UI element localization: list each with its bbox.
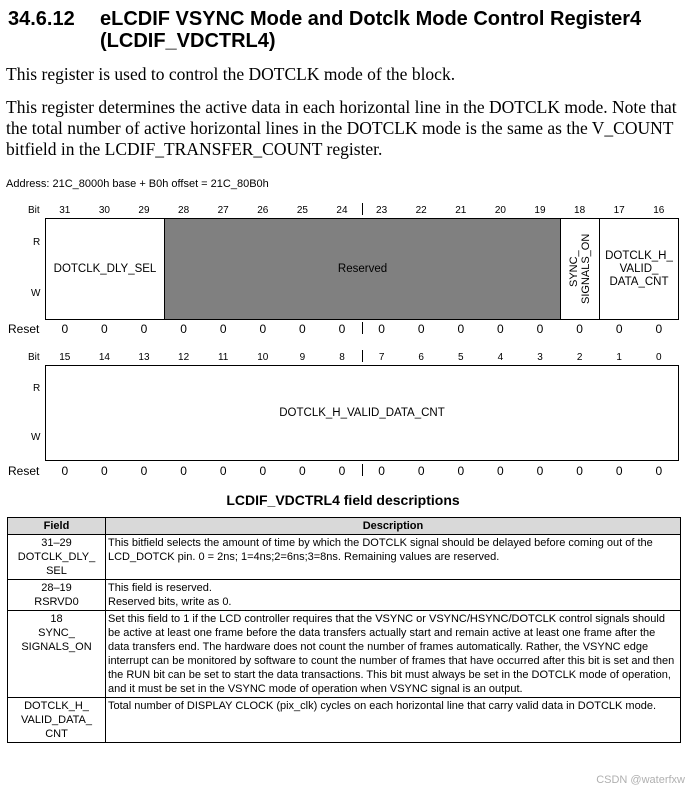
write-label: W [31, 288, 41, 299]
reset-value: 0 [180, 322, 187, 336]
bit-number: 8 [339, 352, 345, 363]
bit-number: 1 [616, 352, 622, 363]
bit-number: 13 [138, 352, 150, 363]
register-address: Address: 21C_8000h base + B0h offset = 21C_80B0h [6, 178, 269, 190]
description-cell: Total number of DISPLAY CLOCK (pix_clk) cycles on each horizontal line that carry valid data in DOTCLK mode. [106, 698, 681, 743]
table-title: LCDIF_VDCTRL4 field descriptions [226, 492, 460, 508]
reset-value: 0 [497, 464, 504, 478]
bit-number: 16 [653, 205, 665, 216]
field-cell [8, 580, 106, 611]
reset-value: 0 [101, 464, 108, 478]
field-reserved: Reserved [164, 218, 561, 320]
table-row [8, 535, 681, 580]
reset-value: 0 [338, 464, 346, 478]
byte-divider [362, 350, 363, 362]
reset-value: 0 [576, 464, 583, 478]
reset-value: 0 [576, 322, 583, 336]
bit-number: 18 [574, 205, 586, 216]
reset-value: 0 [497, 322, 504, 336]
reset-value: 0 [338, 322, 346, 336]
bit-number: 3 [537, 352, 543, 363]
description-paragraph: This register determines the active data in each horizontal line in the DOTCLK mode. Note that the total number of active horizontal lines in the DOTCLK mode is the same as the V_COUNT bitfield in the LCDIF_TRANSFER_COUNT register. [6, 97, 677, 159]
reset-value: 0 [61, 464, 69, 478]
reset-value: 0 [417, 322, 425, 336]
read-label: R [33, 237, 41, 248]
reset-value: 0 [219, 322, 227, 336]
bit-number: 4 [497, 352, 504, 363]
bit-number: 24 [336, 205, 348, 216]
bit-number: 26 [257, 205, 269, 216]
bit-number: 22 [415, 205, 427, 216]
field-sync-signals-on [560, 218, 600, 320]
reset-value: 0 [655, 322, 663, 336]
bit-number: 14 [98, 352, 110, 363]
reset-value: 0 [417, 464, 425, 478]
byte-divider [362, 322, 363, 334]
watermark: CSDN @waterfxw [596, 774, 685, 786]
reset-value: 0 [378, 322, 385, 336]
reset-value: 0 [536, 464, 544, 478]
bit-number: 17 [613, 205, 625, 216]
bit-number: 23 [376, 205, 388, 216]
section-number: 34.6.12 [8, 8, 75, 30]
byte-divider [362, 203, 363, 215]
reset-value: 0 [140, 464, 148, 478]
field-bits: 28–19 [41, 582, 72, 594]
reset-value: 0 [615, 464, 623, 478]
header-field: Field [8, 518, 106, 535]
field-dotclk-dly-sel: DOTCLK_DLY_SEL [45, 218, 165, 320]
description-cell: Set this field to 1 if the LCD controller requires that the VSYNC or VSYNC/HSYNC/DOTCLK control signals should be active at least one frame before the data transfers actually start and remain active at least one frame after the data transfers end. The hardware does not count the number of frames automatically. Rather, the VSYNC edge interrupt can be monitored by software to count the number of frames that have occurred after this bit is set and then the RUN bit can be set to start the data transactions. This bit must always be set in the DOTCLK mode of operation, and it must be set in the VSYNC mode of operation when VSYNC signal is an output. [106, 611, 681, 698]
bit-number: 7 [378, 352, 385, 363]
bit-number: 10 [257, 352, 269, 363]
section-heading [8, 8, 641, 52]
bit-number: 21 [455, 205, 467, 216]
reset-label: Reset [8, 322, 40, 336]
section-title: eLCDIF VSYNC Mode and Dotclk Mode Control Register4 [100, 8, 642, 30]
bit-number: 28 [178, 205, 190, 216]
description-line: This field is reserved. [108, 582, 212, 594]
bit-number: 11 [217, 352, 229, 363]
bit-label: Bit [28, 205, 40, 216]
bit-number: 0 [656, 352, 662, 363]
reset-value: 0 [457, 464, 465, 478]
field-dotclk-h-valid-lower: DOTCLK_H_VALID_DATA_CNT [45, 365, 679, 461]
field-dotclk-h-valid-upper: DOTCLK_H_ VALID_ DATA_CNT [599, 218, 679, 320]
bit-number: 31 [59, 205, 71, 216]
field-cell [8, 611, 106, 698]
read-label: R [33, 383, 41, 394]
reset-value: 0 [299, 322, 306, 336]
reset-value: 0 [536, 322, 544, 336]
bit-number: 6 [418, 352, 424, 363]
field-descriptions-table [7, 517, 681, 743]
field-name: DOTCLK_H_ VALID_DATA_ CNT [21, 700, 92, 740]
table-row [8, 611, 681, 698]
field-name: RSRVD0 [34, 596, 79, 608]
reset-label: Reset [8, 464, 40, 478]
reset-value: 0 [299, 464, 306, 478]
reset-value: 0 [101, 322, 108, 336]
reset-value: 0 [615, 322, 623, 336]
field-sync-signals-on-label: SYNC_ SIGNALS_ON [568, 233, 592, 305]
description-cell: This bitfield selects the amount of time by which the DOTCLK signal should be delayed before coming out of the LCD_DOTCK pin. 0 = 2ns; 1=4ns;2=6ns;3=8ns. Remaining values are reserved. [106, 535, 681, 580]
description-line: Reserved bits, write as 0. [108, 596, 232, 608]
reset-value: 0 [219, 464, 227, 478]
reset-value: 0 [457, 322, 465, 336]
bit-number: 30 [98, 205, 110, 216]
field-cell [8, 535, 106, 580]
reset-value: 0 [259, 464, 267, 478]
byte-divider [362, 464, 363, 476]
bit-number: 25 [296, 205, 308, 216]
field-cell [8, 698, 106, 743]
bit-number: 9 [299, 352, 306, 363]
table-row [8, 580, 681, 611]
reset-value: 0 [378, 464, 385, 478]
bit-number: 15 [59, 352, 71, 363]
write-label: W [31, 432, 41, 443]
field-bits: 18 [50, 613, 63, 625]
description-cell [106, 580, 681, 611]
field-name: DOTCLK_DLY_ SEL [17, 551, 96, 577]
bit-number: 19 [534, 205, 546, 216]
bit-number: 27 [217, 205, 229, 216]
reset-value: 0 [140, 322, 148, 336]
reset-value: 0 [655, 464, 663, 478]
bit-label: Bit [28, 352, 40, 363]
reset-value: 0 [259, 322, 267, 336]
reset-value: 0 [61, 322, 69, 336]
section-title-register: (LCDIF_VDCTRL4) [100, 30, 276, 52]
bit-number: 5 [458, 352, 464, 363]
field-bits: 31–29 [41, 537, 72, 549]
bit-number: 2 [576, 352, 583, 363]
table-header-row [8, 518, 681, 535]
table-row [8, 698, 681, 743]
header-description: Description [106, 518, 681, 535]
bit-number: 29 [138, 205, 150, 216]
field-name: SYNC_ SIGNALS_ON [21, 627, 92, 653]
reset-value: 0 [180, 464, 187, 478]
bit-number: 20 [494, 205, 506, 216]
intro-paragraph: This register is used to control the DOTCLK mode of the block. [6, 64, 456, 84]
bit-number: 12 [178, 352, 190, 363]
